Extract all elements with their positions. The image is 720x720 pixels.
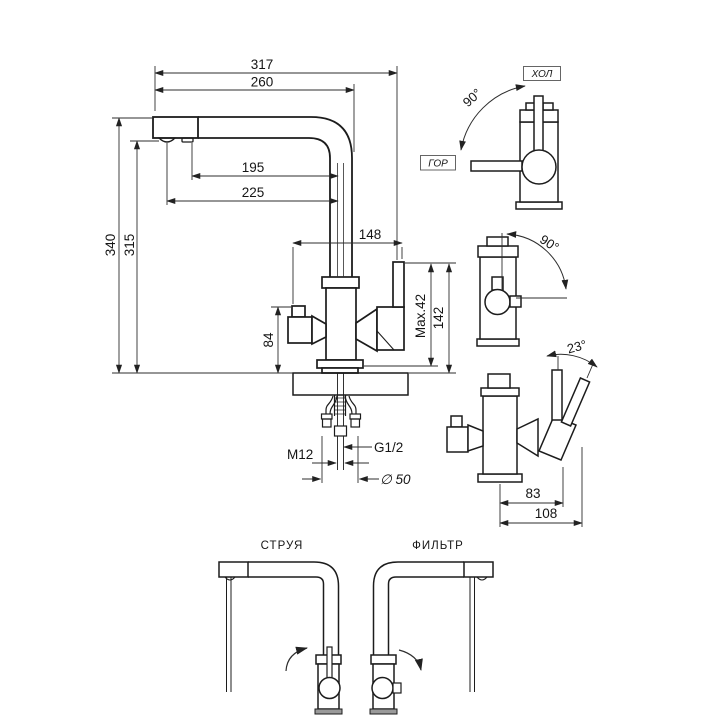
top-view: [421, 67, 563, 210]
filter-mode-view: [370, 540, 493, 714]
hot-label: ГОР: [428, 158, 448, 170]
main-body-outline: [288, 262, 404, 373]
side-view: [477, 232, 567, 346]
filter-rotate-arrow: [399, 650, 421, 670]
under-counter-parts: [322, 373, 361, 470]
lever-view-outline: [447, 370, 590, 482]
top-view-outline: [471, 96, 562, 209]
stream-mode-view: [219, 540, 342, 714]
main-view: [103, 57, 456, 487]
dim-dia50: ∅ 50: [380, 472, 411, 487]
stream-view-outline: [219, 562, 342, 714]
dim-315: 315: [122, 233, 137, 257]
filter-view-outline: [370, 562, 493, 714]
dim-148: 148: [358, 227, 382, 242]
cold-label: ХОЛ: [531, 69, 553, 80]
dim-340: 340: [103, 233, 118, 257]
dim-max42: Max.42: [413, 293, 428, 339]
top-angle-90: 90°: [459, 85, 485, 110]
side-view-outline: [477, 237, 521, 346]
countertop: [293, 373, 408, 395]
dim-317: 317: [250, 57, 274, 72]
filter-label: ФИЛЬТР: [412, 540, 464, 552]
thread-m12: M12: [287, 447, 314, 462]
side-angle-90: 90°: [537, 231, 562, 255]
dim-108: 108: [534, 506, 558, 521]
dim-84: 84: [261, 332, 276, 348]
dim-225: 225: [241, 185, 265, 200]
stream-label: СТРУЯ: [260, 540, 304, 552]
lever-angle-23: 23°: [565, 336, 589, 357]
dim-83: 83: [525, 486, 541, 501]
lever-ref-lines: [558, 356, 593, 378]
thread-g12: G1/2: [374, 440, 404, 455]
stream-rotate-arrow: [286, 648, 307, 671]
lever-view: [447, 337, 597, 527]
dim-260: 260: [250, 74, 274, 90]
dim-195: 195: [241, 160, 265, 175]
lever-tilt-arc-23: [547, 354, 597, 367]
dim-142: 142: [431, 306, 446, 330]
